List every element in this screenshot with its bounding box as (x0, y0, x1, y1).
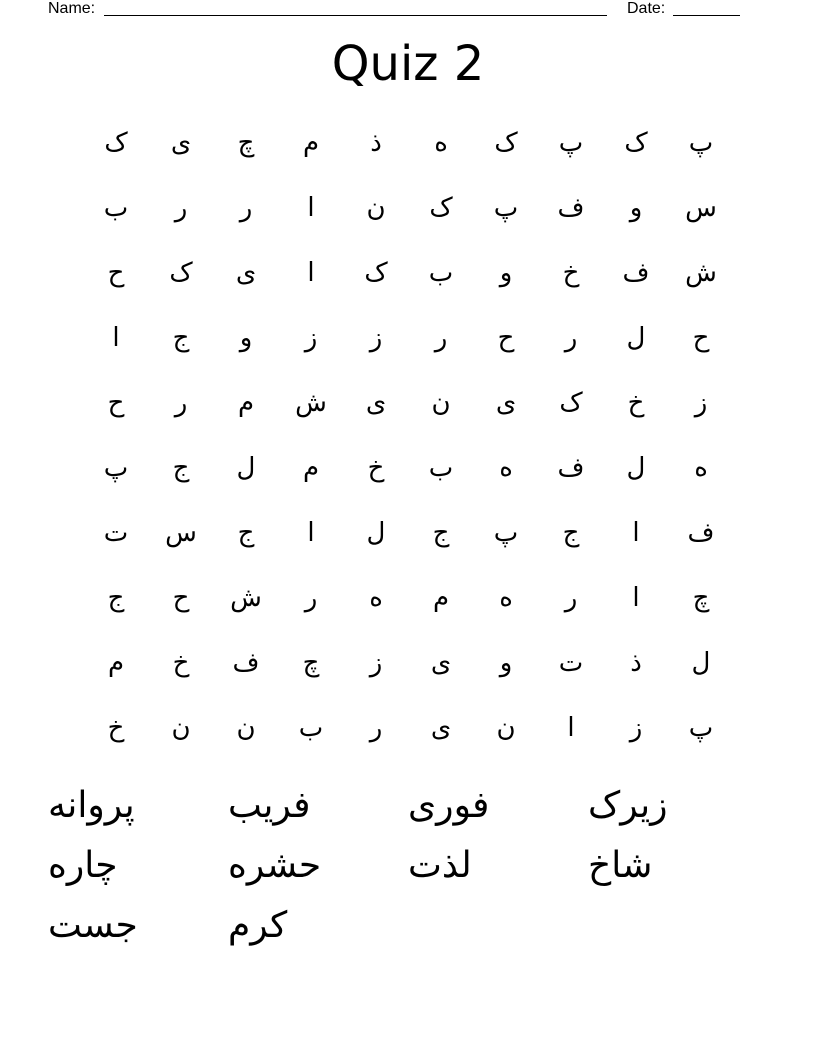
grid-letter[interactable]: ک (429, 193, 453, 223)
page-title: Quiz 2 (331, 36, 485, 92)
grid-letter[interactable]: ن (171, 713, 191, 743)
grid-letter[interactable]: ش (685, 258, 717, 288)
grid-row (0, 696, 816, 761)
grid-letter[interactable]: پ (493, 518, 519, 548)
word-bank-item: زیرک (588, 785, 668, 826)
grid-letter[interactable]: ج (107, 583, 125, 613)
grid-letter[interactable]: ه (499, 583, 513, 613)
grid-letter[interactable]: ا (632, 518, 640, 548)
grid-letter[interactable]: ر (564, 323, 578, 353)
grid-letter[interactable]: ف (687, 518, 715, 548)
grid-letter[interactable]: م (302, 128, 320, 158)
letter-grid (0, 111, 816, 761)
grid-letter[interactable]: ر (174, 193, 188, 223)
grid-letter[interactable]: ف (622, 258, 650, 288)
grid-letter[interactable]: ه (694, 453, 708, 483)
grid-letter[interactable]: ه (369, 583, 383, 613)
grid-letter[interactable]: ج (172, 323, 190, 353)
grid-letter[interactable]: ی (170, 128, 192, 158)
grid-letter[interactable]: ز (369, 323, 383, 353)
grid-letter[interactable]: ت (558, 648, 584, 678)
grid-letter[interactable]: ا (112, 323, 120, 353)
grid-letter[interactable]: ب (428, 258, 454, 288)
grid-letter[interactable]: ک (624, 128, 648, 158)
grid-letter[interactable]: ب (298, 713, 324, 743)
grid-letter[interactable]: ه (499, 453, 513, 483)
grid-letter[interactable]: چ (237, 128, 255, 158)
grid-letter[interactable]: ح (497, 323, 515, 353)
grid-letter[interactable]: م (302, 453, 320, 483)
grid-letter[interactable]: ز (304, 323, 318, 353)
grid-letter[interactable]: ل (626, 453, 646, 483)
grid-letter[interactable]: ر (304, 583, 318, 613)
name-label: Name: (48, 0, 96, 17)
grid-letter[interactable]: م (237, 388, 255, 418)
grid-letter[interactable]: ل (236, 453, 256, 483)
grid-letter[interactable]: خ (627, 388, 645, 418)
grid-letter[interactable]: ش (230, 583, 262, 613)
grid-letter[interactable]: خ (367, 453, 385, 483)
grid-letter[interactable]: پ (688, 128, 714, 158)
grid-letter[interactable]: ک (364, 258, 388, 288)
grid-letter[interactable]: و (499, 648, 513, 678)
word-bank-item: لذت (408, 845, 472, 886)
date-blank-line[interactable] (673, 15, 740, 16)
grid-row (0, 631, 816, 696)
grid-letter[interactable]: و (499, 258, 513, 288)
grid-row (0, 111, 816, 176)
word-bank-row (48, 896, 788, 956)
grid-letter[interactable]: ت (103, 518, 129, 548)
grid-letter[interactable]: ن (236, 713, 256, 743)
grid-letter[interactable]: ر (174, 388, 188, 418)
grid-letter[interactable]: پ (493, 193, 519, 223)
grid-letter[interactable]: ر (239, 193, 253, 223)
word-bank-item: چاره (48, 845, 118, 886)
grid-letter[interactable]: م (107, 648, 125, 678)
grid-letter[interactable]: و (239, 323, 253, 353)
grid-letter[interactable]: ب (428, 453, 454, 483)
grid-letter[interactable]: ج (562, 518, 580, 548)
grid-letter[interactable]: ف (232, 648, 260, 678)
grid-letter[interactable]: خ (562, 258, 580, 288)
grid-letter[interactable]: ل (691, 648, 711, 678)
grid-letter[interactable]: ک (494, 128, 518, 158)
grid-letter[interactable]: ی (235, 258, 257, 288)
grid-letter[interactable]: ا (567, 713, 575, 743)
grid-letter[interactable]: ک (559, 388, 583, 418)
grid-letter[interactable]: ن (496, 713, 516, 743)
grid-letter[interactable]: ح (692, 323, 710, 353)
grid-letter[interactable]: ز (369, 648, 383, 678)
grid-row (0, 371, 816, 436)
grid-letter[interactable]: ز (694, 388, 708, 418)
word-bank-item: شاخ (588, 845, 653, 886)
grid-letter[interactable]: ا (632, 583, 640, 613)
grid-letter[interactable]: ش (295, 388, 327, 418)
word-bank-row (48, 776, 788, 836)
grid-letter[interactable]: م (432, 583, 450, 613)
grid-letter[interactable]: پ (103, 453, 129, 483)
grid-letter[interactable]: ر (434, 323, 448, 353)
grid-letter[interactable]: ز (629, 713, 643, 743)
grid-letter[interactable]: س (685, 193, 717, 223)
grid-letter[interactable]: و (629, 193, 643, 223)
grid-row (0, 566, 816, 631)
grid-letter[interactable]: ف (557, 193, 585, 223)
grid-letter[interactable]: ی (430, 713, 452, 743)
word-bank-item: فوری (408, 785, 490, 826)
grid-letter[interactable]: ج (237, 518, 255, 548)
grid-letter[interactable]: ی (430, 648, 452, 678)
grid-letter[interactable]: س (165, 518, 197, 548)
grid-letter[interactable]: ل (626, 323, 646, 353)
grid-letter[interactable]: ذ (630, 648, 642, 678)
grid-letter[interactable]: خ (172, 648, 190, 678)
grid-letter[interactable]: پ (688, 713, 714, 743)
name-blank-line[interactable] (104, 15, 607, 16)
grid-letter[interactable]: ا (307, 193, 315, 223)
grid-letter[interactable]: ج (432, 518, 450, 548)
word-bank-row (48, 836, 788, 896)
grid-row (0, 241, 816, 306)
word-bank-item: فریب (228, 785, 311, 826)
grid-letter[interactable]: ر (564, 583, 578, 613)
grid-letter[interactable]: ا (307, 258, 315, 288)
grid-letter[interactable]: ن (366, 193, 386, 223)
date-label: Date: (627, 0, 666, 17)
grid-letter[interactable]: ی (365, 388, 387, 418)
grid-letter[interactable]: ح (107, 388, 125, 418)
grid-letter[interactable]: چ (302, 648, 320, 678)
grid-letter[interactable]: پ (558, 128, 584, 158)
grid-letter[interactable]: ی (495, 388, 517, 418)
grid-letter[interactable]: خ (107, 713, 125, 743)
grid-row (0, 306, 816, 371)
grid-letter[interactable]: ل (366, 518, 386, 548)
word-bank-item: کرم (228, 905, 288, 946)
grid-letter[interactable]: ر (369, 713, 383, 743)
grid-letter[interactable]: ح (107, 258, 125, 288)
grid-letter[interactable]: ذ (370, 128, 382, 158)
grid-letter[interactable]: ف (557, 453, 585, 483)
grid-letter[interactable]: چ (692, 583, 710, 613)
grid-row (0, 176, 816, 241)
grid-row (0, 501, 816, 566)
word-bank-item: جست (48, 905, 138, 946)
grid-letter[interactable]: ب (103, 193, 129, 223)
word-bank-item: حشره (228, 845, 322, 886)
grid-letter[interactable]: ک (169, 258, 193, 288)
grid-letter[interactable]: ج (172, 453, 190, 483)
grid-letter[interactable]: ک (104, 128, 128, 158)
grid-row (0, 436, 816, 501)
word-bank-item: پروانه (48, 785, 135, 826)
grid-letter[interactable]: ا (307, 518, 315, 548)
grid-letter[interactable]: ه (434, 128, 448, 158)
grid-letter[interactable]: ن (431, 388, 451, 418)
grid-letter[interactable]: ح (172, 583, 190, 613)
word-bank (48, 776, 788, 956)
